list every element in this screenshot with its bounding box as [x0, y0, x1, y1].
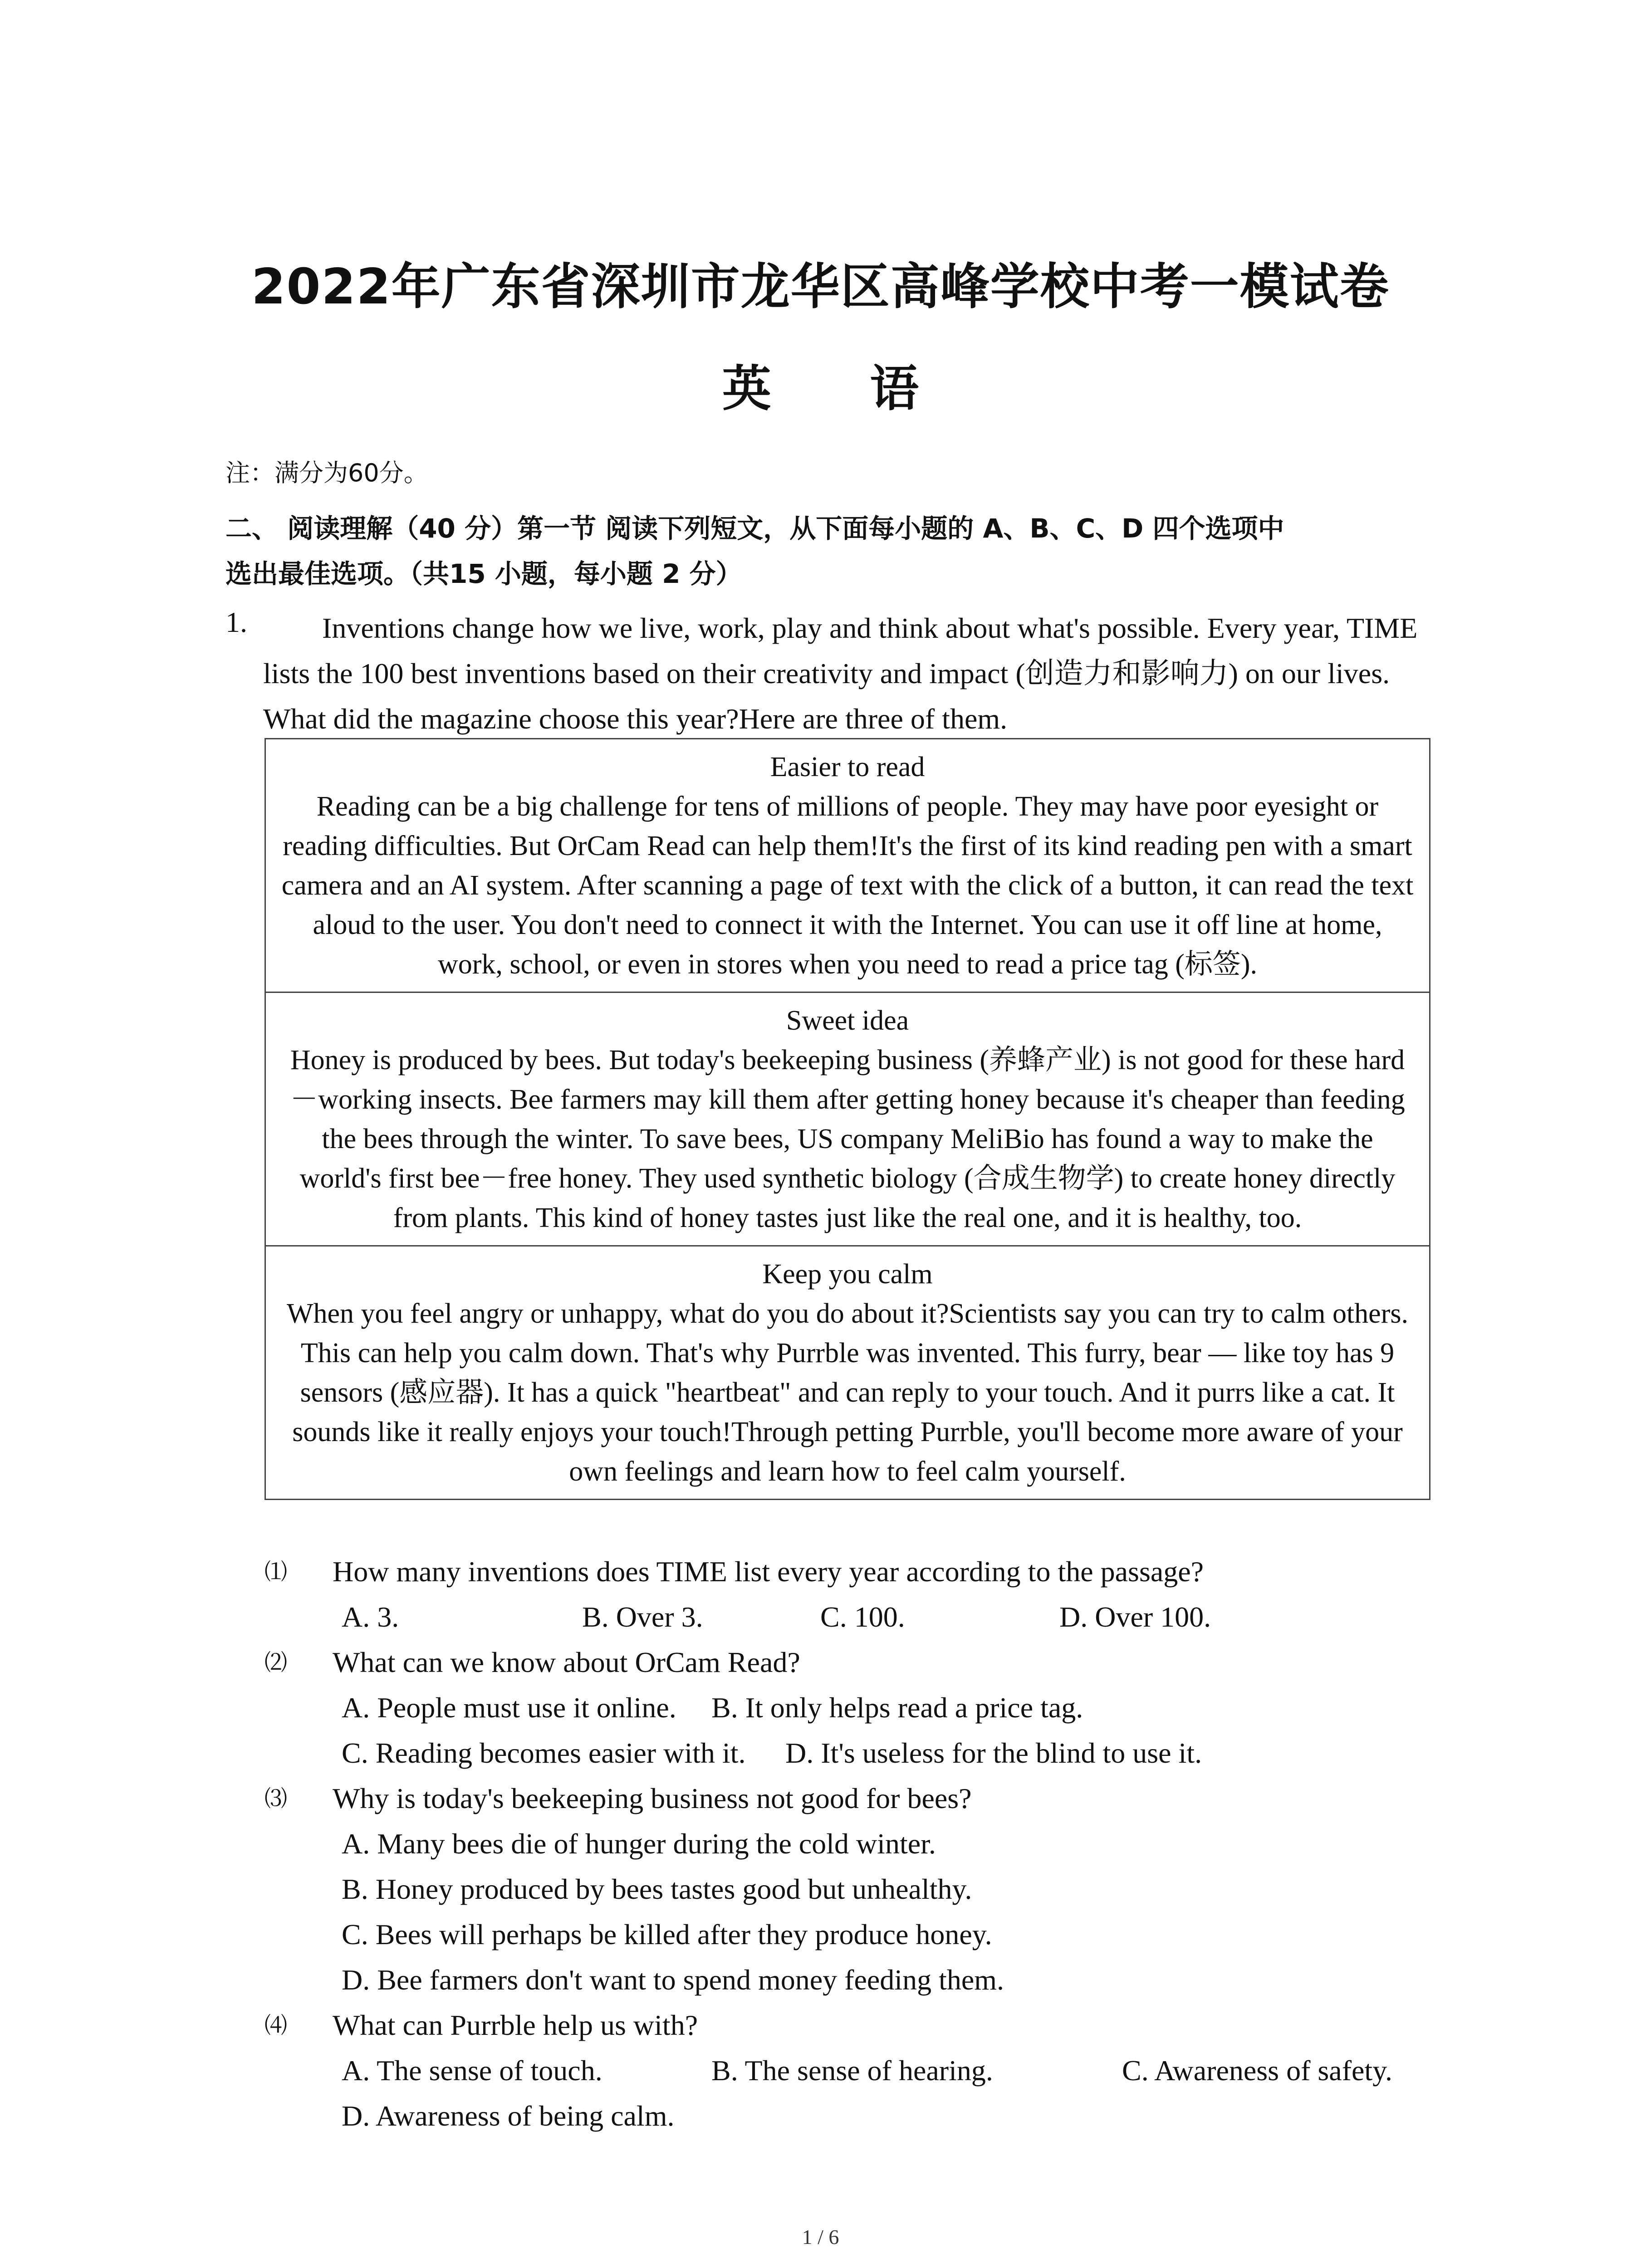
option[interactable]: B. It only helps read a price tag.: [711, 1691, 1083, 1724]
option[interactable]: A. 3.: [342, 1601, 399, 1633]
invention-cell: [266, 1245, 1429, 1499]
question-stem-row: [265, 1776, 1444, 1821]
invention-heading: Sweet idea: [786, 1005, 909, 1036]
option[interactable]: D. It's useless for the blind to use it.: [785, 1737, 1202, 1769]
option[interactable]: C. Reading becomes easier with it.: [342, 1737, 746, 1769]
option[interactable]: B. Honey produced by bees tastes good but unhealthy.: [342, 1873, 972, 1905]
option[interactable]: C. 100.: [820, 1601, 905, 1633]
option-row: [265, 1821, 1444, 1867]
option-row: [265, 1730, 1444, 1776]
score-note: 注：满分为60分。: [225, 459, 428, 487]
option[interactable]: A. The sense of touch.: [342, 2054, 603, 2087]
option-row: [265, 1685, 1444, 1730]
exam-title: 2022年广东省深圳市龙华区高峰学校中考一模试卷: [251, 259, 1390, 315]
invention-text: When you feel angry or unhappy, what do you do about it?Scientists say you can try to calm others. This can help you calm down. That's why Purrble was invented. This furry, bear — like toy has 9 sensors (感应器). It has a quick "heartbeat" and can reply to your touch. And it purrs like a cat. It sounds like it really enjoys your touch!Through petting Purrble, you'll become more aware of your own feelings and learn how to feel calm yourself.: [287, 1298, 1408, 1487]
sub-question-stem: Why is today's beekeeping business not good for bees?: [333, 1782, 972, 1814]
option[interactable]: D. Awareness of being calm.: [342, 2100, 675, 2132]
option-row: [265, 1912, 1444, 1957]
invention-heading: Easier to read: [770, 752, 925, 782]
questions-list: [265, 1549, 1444, 2139]
option-row: [265, 2048, 1444, 2093]
option[interactable]: B. Over 3.: [582, 1601, 703, 1633]
option-row: [265, 2093, 1444, 2139]
option[interactable]: C. Awareness of safety.: [1122, 2054, 1393, 2087]
sub-question-number: ⑷: [265, 2012, 287, 2038]
section-heading-line2: 选出最佳选项。（共15 小题，每小题 2 分）: [225, 558, 742, 589]
sub-question-stem: What can Purrble help us with?: [333, 2009, 698, 2041]
sub-question-number: ⑶: [265, 1785, 287, 1812]
passage-intro: Inventions change how we live, work, play and think about what's possible. Every year, TIME lists the 100 best inventions based on their creativity and impact (创造力和影响力) on our lives. What did the magazine choose this year?Here are three of them.: [263, 612, 1418, 735]
page-number: 1 / 6: [802, 2225, 839, 2248]
sub-question-stem: What can we know about OrCam Read?: [333, 1646, 800, 1678]
invention-cell: [266, 992, 1429, 1245]
invention-text: Honey is produced by bees. But today's beekeeping business (养蜂产业) is not good for these hard－working insects. Bee farmers may kill them after getting honey because it's cheaper than feeding the bees through the winter. To save bees, US company MeliBio has found a way to make the world's first bee－free honey. They used synthetic biology (合成生物学) to create honey directly from plants. This kind of honey tastes just like the real one, and it is healthy, too.: [290, 1045, 1405, 1233]
option[interactable]: B. The sense of hearing.: [711, 2054, 993, 2087]
invention-cell: [266, 739, 1429, 992]
option-row: [265, 1594, 1444, 1640]
invention-heading: Keep you calm: [762, 1259, 933, 1290]
question-stem-row: [265, 2003, 1444, 2048]
subject-title: 英 语: [722, 361, 960, 417]
option-row: [265, 1867, 1444, 1912]
option-row: [265, 1957, 1444, 2003]
option[interactable]: C. Bees will perhaps be killed after they produce honey.: [342, 1918, 992, 1950]
question-number: 1.: [225, 606, 247, 638]
option[interactable]: A. People must use it online.: [342, 1691, 676, 1724]
invention-text: Reading can be a big challenge for tens of millions of people. They may have poor eyesight or reading difficulties. But OrCam Read can help them!It's the first of its kind reading pen with a smart camera and an AI system. After scanning a page of text with the click of a button, it can read the text aloud to the user. You don't need to connect it with the Internet. You can use it off line at home, work, school, or even in stores when you need to read a price tag (标签).: [281, 791, 1414, 980]
sub-question-number: ⑴: [265, 1559, 287, 1585]
sub-question-number: ⑵: [265, 1649, 287, 1676]
section-heading-line1: 二、 阅读理解（40 分）第一节 阅读下列短文，从下面每小题的 A、B、C、D 四个选项中: [225, 513, 1284, 544]
question-stem-row: [265, 1640, 1444, 1685]
question-stem-row: [265, 1549, 1444, 1594]
option[interactable]: D. Over 100.: [1059, 1601, 1211, 1633]
option[interactable]: A. Many bees die of hunger during the cold winter.: [342, 1828, 936, 1860]
sub-question-stem: How many inventions does TIME list every year according to the passage?: [333, 1555, 1204, 1588]
option[interactable]: D. Bee farmers don't want to spend money feeding them.: [342, 1964, 1004, 1996]
section-heading: [225, 506, 1450, 596]
inventions-table: [265, 738, 1430, 1500]
